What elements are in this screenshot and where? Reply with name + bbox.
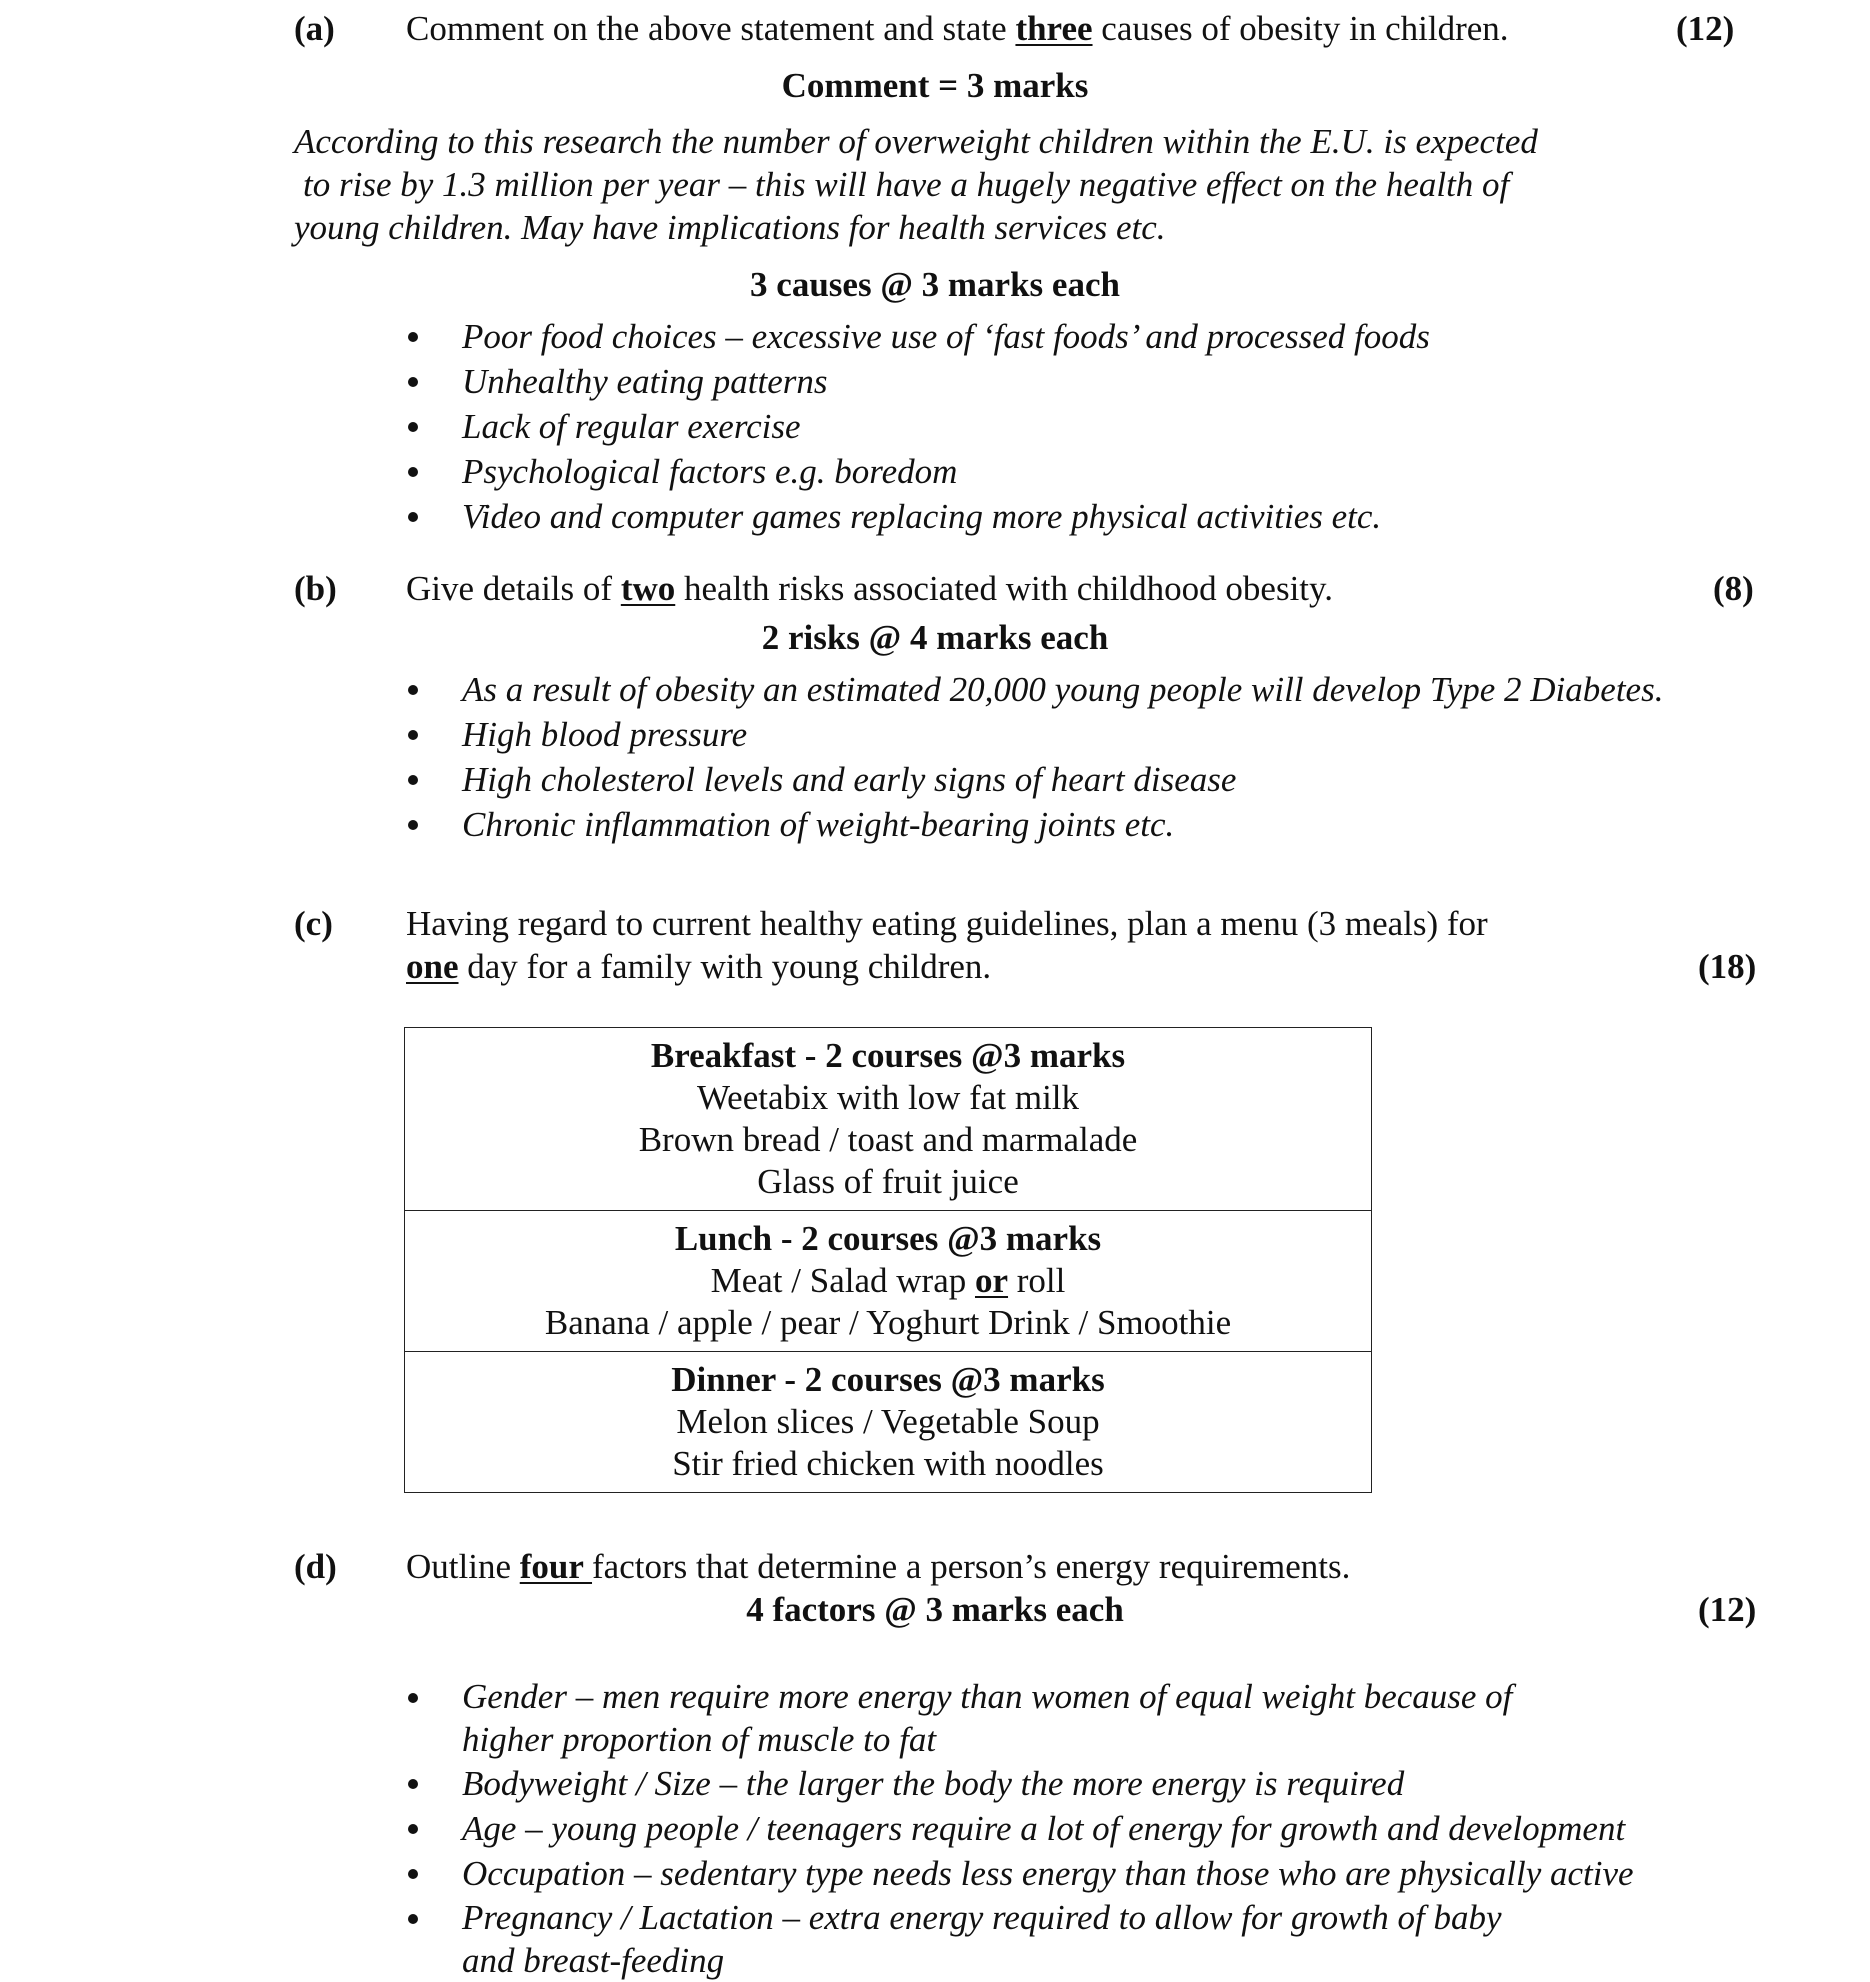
part-a-comment-heading: Comment = 3 marks <box>781 66 1089 105</box>
part-c-question-emphasis: one <box>406 947 459 986</box>
part-a-question-emphasis: three <box>1015 9 1093 48</box>
breakfast-cell <box>405 1028 1372 1211</box>
part-d-question <box>406 1545 1350 1588</box>
part-b-question-pre: Give details of <box>406 569 621 608</box>
list-item: Chronic inflammation of weight-bearing joints etc. <box>406 802 1663 847</box>
part-a-causes-heading: 3 causes @ 3 marks each <box>750 265 1120 304</box>
part-d-marks: (12) <box>1698 1590 1757 1629</box>
lunch-item-1-emphasis: or <box>974 1261 1009 1300</box>
lunch-cell <box>405 1211 1372 1352</box>
lunch-item-1 <box>405 1260 1371 1302</box>
list-item: Video and computer games replacing more physical activities etc. <box>406 494 1430 539</box>
breakfast-item-1: Weetabix with low fat milk <box>696 1078 1080 1117</box>
part-c-marks: (18) <box>1698 947 1757 986</box>
part-b-question <box>406 567 1333 610</box>
part-d-label: (d) <box>294 1547 337 1586</box>
part-a-question-post: causes of obesity in children. <box>1092 9 1509 48</box>
lunch-item-2: Banana / apple / pear / Yoghurt Drink / Smoothie <box>544 1303 1232 1342</box>
part-c-label: (c) <box>294 904 333 943</box>
part-a-comment-line-1: According to this research the number of overweight children within the E.U. is expected <box>294 122 1538 161</box>
dinner-title: Dinner - 2 courses @3 marks <box>671 1360 1105 1399</box>
part-a-comment-line-3: young children. May have implications for health services etc. <box>294 208 1166 247</box>
lunch-title: Lunch - 2 courses @3 marks <box>674 1219 1102 1258</box>
part-b-question-post: health risks associated with childhood obesity. <box>675 569 1334 608</box>
menu-row-breakfast <box>405 1028 1372 1211</box>
part-a-question-pre: Comment on the above statement and state <box>406 9 1016 48</box>
part-a-question <box>406 7 1509 50</box>
part-d-question-pre: Outline <box>406 1547 520 1586</box>
list-item: Occupation – sedentary type needs less energy than those who are physically active <box>406 1851 1634 1896</box>
part-a-label: (a) <box>294 9 335 48</box>
list-item: Unhealthy eating patterns <box>406 359 1430 404</box>
list-item <box>406 1896 1634 1982</box>
list-item: Poor food choices – excessive use of ‘fast foods’ and processed foods <box>406 314 1430 359</box>
part-b-label: (b) <box>294 569 337 608</box>
part-d-factors-list <box>406 1675 1634 1982</box>
factor-1-line-2: higher proportion of muscle to fat <box>462 1720 937 1759</box>
breakfast-item-2: Brown bread / toast and marmalade <box>638 1120 1138 1159</box>
list-item: Bodyweight / Size – the larger the body the more energy is required <box>406 1761 1634 1806</box>
factor-5-line-1: Pregnancy / Lactation – extra energy required to allow for growth of baby <box>462 1898 1502 1937</box>
part-a-comment-line-2: to rise by 1.3 million per year – this will have a hugely negative effect on the health of <box>303 165 1510 204</box>
dinner-item-2: Stir fried chicken with noodles <box>672 1444 1104 1483</box>
part-a-causes-list <box>406 314 1430 539</box>
list-item: High blood pressure <box>406 712 1663 757</box>
part-b-heading: 2 risks @ 4 marks each <box>761 618 1109 657</box>
menu-row-dinner <box>405 1352 1372 1493</box>
list-item <box>406 1675 1634 1761</box>
list-item: As a result of obesity an estimated 20,000 young people will develop Type 2 Diabetes. <box>406 667 1663 712</box>
breakfast-item-3: Glass of fruit juice <box>757 1162 1019 1201</box>
menu-row-lunch <box>405 1211 1372 1352</box>
part-c-question-line-2-post: day for a family with young children. <box>458 947 992 986</box>
breakfast-title: Breakfast - 2 courses @3 marks <box>650 1036 1126 1075</box>
part-d-question-post: factors that determine a person’s energy requirements. <box>592 1547 1351 1586</box>
part-b-risks-list <box>406 667 1663 847</box>
part-d-heading: 4 factors @ 3 marks each <box>746 1590 1124 1629</box>
dinner-cell <box>405 1352 1372 1493</box>
menu-table <box>404 1027 1372 1493</box>
part-c-question-line-2 <box>406 945 991 988</box>
part-c-question-line-1: Having regard to current healthy eating guidelines, plan a menu (3 meals) for <box>406 904 1488 943</box>
part-d-question-emphasis: four <box>519 1547 593 1586</box>
dinner-item-1: Melon slices / Vegetable Soup <box>676 1402 1100 1441</box>
factor-1-line-1: Gender – men require more energy than women of equal weight because of <box>462 1677 1513 1716</box>
list-item: Age – young people / teenagers require a lot of energy for growth and development <box>406 1806 1634 1851</box>
lunch-item-1-pre: Meat / Salad wrap <box>710 1261 975 1300</box>
part-b-marks: (8) <box>1713 569 1754 608</box>
list-item: Psychological factors e.g. boredom <box>406 449 1430 494</box>
part-a-marks: (12) <box>1676 9 1735 48</box>
lunch-item-1-post: roll <box>1008 1261 1066 1300</box>
part-b-question-emphasis: two <box>620 569 676 608</box>
factor-5-line-2: and breast-feeding <box>462 1941 725 1980</box>
list-item: High cholesterol levels and early signs of heart disease <box>406 757 1663 802</box>
list-item: Lack of regular exercise <box>406 404 1430 449</box>
